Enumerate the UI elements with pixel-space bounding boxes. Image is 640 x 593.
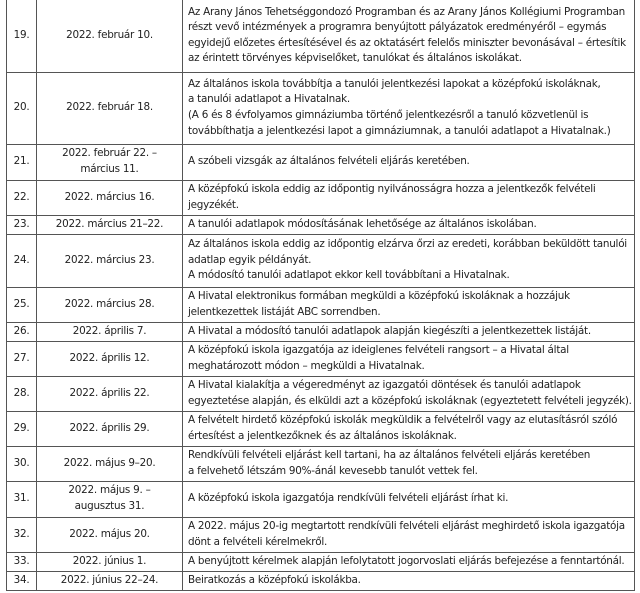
description-line: Az általános iskola eddig az időpontig elzárva őrzi az eredeti, korábban beküldött tanulói — [188, 238, 627, 251]
row-number-cell: 26. — [7, 322, 37, 341]
description-cell — [183, 72, 635, 144]
description-line: A középfokú iskola eddig az időpontig nyilvánosságra hozza a jelentkezők felvételi — [188, 182, 596, 195]
date-line: 2022. március 16. — [64, 190, 155, 203]
description-cell — [183, 215, 635, 234]
table-row — [7, 411, 635, 446]
row-number-cell: 22. — [7, 180, 37, 215]
date-line: 2022. április 12. — [69, 351, 150, 364]
date-line: 2022. március 21–22. — [55, 217, 164, 230]
date-cell — [37, 552, 183, 571]
description-line: a tanulói adatlapot a Hivatalnak. — [188, 93, 350, 106]
description-cell — [183, 0, 635, 72]
row-number-cell: 29. — [7, 411, 37, 446]
date-cell — [37, 571, 183, 590]
description-line: jelentkezettek listáját ABC sorrendben. — [188, 305, 381, 318]
row-number-cell: 30. — [7, 446, 37, 481]
description-cell — [183, 517, 635, 552]
table-row — [7, 215, 635, 234]
description-line: Az általános iskola továbbítja a tanulói jelentkezési lapokat a középfokú iskoláknak, — [188, 77, 601, 90]
date-cell — [37, 411, 183, 446]
date-line: 2022. június 22–24. — [60, 573, 159, 586]
date-line: 2022. február 18. — [66, 101, 153, 114]
date-cell — [37, 144, 183, 180]
description-line: a felvehető létszám 90%-ánál kevesebb tanulót vettek fel. — [188, 464, 478, 477]
description-cell — [183, 552, 635, 571]
table-row — [7, 376, 635, 411]
description-line: A benyújtott kérelmek alapján lefolytatott jogorvoslati eljárás befejezése a fenntartónál. — [188, 554, 625, 567]
table-row — [7, 446, 635, 481]
table-row — [7, 517, 635, 552]
row-number-cell: 21. — [7, 144, 37, 180]
description-cell — [183, 322, 635, 341]
description-line: A felvételt hirdető középfokú iskolák megküldik a felvételről vagy az elutasításról szóló — [188, 413, 618, 426]
row-number-cell: 34. — [7, 571, 37, 590]
description-line: A szóbeli vizsgák az általános felvételi eljárás keretében. — [188, 155, 470, 168]
description-line: Beiratkozás a középfokú iskolákba. — [188, 573, 361, 586]
description-line: részt vevő intézmények a programra benyújtott pályázatok eredményéről – egymás — [188, 21, 607, 34]
table-row — [7, 481, 635, 517]
admission-schedule-table — [6, 0, 635, 591]
table-row — [7, 0, 635, 72]
description-line: A középfokú iskola igazgatója az ideiglenes felvételi rangsort – a Hivatal által — [188, 343, 569, 356]
date-line: 2022. április 7. — [72, 324, 147, 337]
date-cell — [37, 180, 183, 215]
date-line: 2022. április 29. — [69, 421, 150, 434]
description-line: továbbíthatja a jelentkezési lapot a gimnáziumnak, a tanulói adatlapot a Hivatalnak.) — [188, 124, 611, 137]
row-number-cell: 32. — [7, 517, 37, 552]
table-row — [7, 234, 635, 287]
date-line: 2022. május 9. – — [68, 484, 151, 497]
row-number-cell: 19. — [7, 0, 37, 72]
description-line: A Hivatal elektronikus formában megküldi a középfokú iskoláknak a hozzájuk — [188, 289, 570, 302]
row-number-cell: 31. — [7, 481, 37, 517]
date-cell — [37, 322, 183, 341]
table-row — [7, 144, 635, 180]
description-line: az érintett törvényes képviselőket, tanulókat és általános iskolákat. — [188, 52, 522, 65]
row-number-cell: 33. — [7, 552, 37, 571]
row-number-cell: 25. — [7, 287, 37, 322]
description-cell — [183, 234, 635, 287]
date-line: 2022. február 10. — [66, 28, 153, 41]
date-cell — [37, 287, 183, 322]
date-cell — [37, 341, 183, 376]
table-row — [7, 180, 635, 215]
description-cell — [183, 571, 635, 590]
table-row — [7, 287, 635, 322]
date-line: 2022. május 9–20. — [63, 456, 156, 469]
description-line: A Hivatal a módosító tanulói adatlapok alapján kiegészíti a jelentkezettek listáját. — [188, 324, 591, 337]
date-line: 2022. március 23. — [64, 253, 155, 266]
description-cell — [183, 446, 635, 481]
date-cell — [37, 446, 183, 481]
date-line: 2022. február 22. – — [62, 147, 157, 160]
description-line: egyidejű előzetes értesítésével és az oktatásért felelős miniszter bevonásával – értesítik — [188, 36, 626, 49]
date-line: augusztus 31. — [74, 500, 145, 512]
description-line: A 2022. május 20-ig megtartott rendkívüli felvételi eljárást meghirdető iskola igazgatója — [188, 519, 625, 532]
date-cell — [37, 215, 183, 234]
row-number-cell: 23. — [7, 215, 37, 234]
description-line: A Hivatal kialakítja a végeredményt az igazgatói döntések és tanulói adatlapok — [188, 378, 581, 391]
date-cell — [37, 0, 183, 72]
description-line: jegyzékét. — [188, 198, 239, 211]
date-line: 2022. április 22. — [69, 386, 150, 399]
row-number-cell: 20. — [7, 72, 37, 144]
table-row — [7, 72, 635, 144]
description-line: A középfokú iskola igazgatója rendkívüli felvételi eljárást írhat ki. — [188, 492, 509, 505]
description-line: értesítést a jelentkezőknek és az általános iskoláknak. — [188, 429, 457, 442]
date-line: március 11. — [80, 163, 139, 175]
description-line: Rendkívüli felvételi eljárást kell tartani, ha az általános felvételi eljárás keretében — [188, 448, 591, 461]
description-cell — [183, 481, 635, 517]
description-cell — [183, 144, 635, 180]
description-line: Az Arany János Tehetséggondozó Programban és az Arany János Kollégiumi Programban — [188, 5, 625, 18]
description-line: adatlap egyik példányát. — [188, 253, 312, 266]
date-cell — [37, 517, 183, 552]
date-cell — [37, 481, 183, 517]
description-line: A módosító tanulói adatlapot ekkor kell továbbítani a Hivatalnak. — [188, 269, 510, 282]
description-cell — [183, 411, 635, 446]
description-line: A tanulói adatlapok módosításának lehetősége az általános iskolában. — [188, 217, 537, 230]
row-number-cell: 27. — [7, 341, 37, 376]
date-line: 2022. június 1. — [72, 554, 147, 567]
description-line: dönt a felvételi kérelmekről. — [188, 535, 328, 548]
description-line: meghatározott módon – megküldi a Hivatalnak. — [188, 359, 425, 372]
date-line: 2022. március 28. — [64, 297, 155, 310]
document-page — [6, 0, 635, 591]
description-line: (A 6 és 8 évfolyamos gimnáziumba történő jelentkezésről a tanuló közvetlenül is — [188, 109, 589, 121]
description-cell — [183, 341, 635, 376]
table-row — [7, 322, 635, 341]
schedule-table-body — [7, 0, 635, 590]
row-number-cell: 24. — [7, 234, 37, 287]
row-number-cell: 28. — [7, 376, 37, 411]
description-cell — [183, 376, 635, 411]
date-line: 2022. május 20. — [69, 527, 150, 540]
description-line: egyeztetése alapján, és elküldi azt a középfokú iskoláknak (egyeztetett felvételi jegyzék). — [188, 394, 632, 407]
table-row — [7, 552, 635, 571]
table-row — [7, 341, 635, 376]
description-cell — [183, 180, 635, 215]
table-row — [7, 571, 635, 590]
description-cell — [183, 287, 635, 322]
date-cell — [37, 72, 183, 144]
date-cell — [37, 234, 183, 287]
date-cell — [37, 376, 183, 411]
